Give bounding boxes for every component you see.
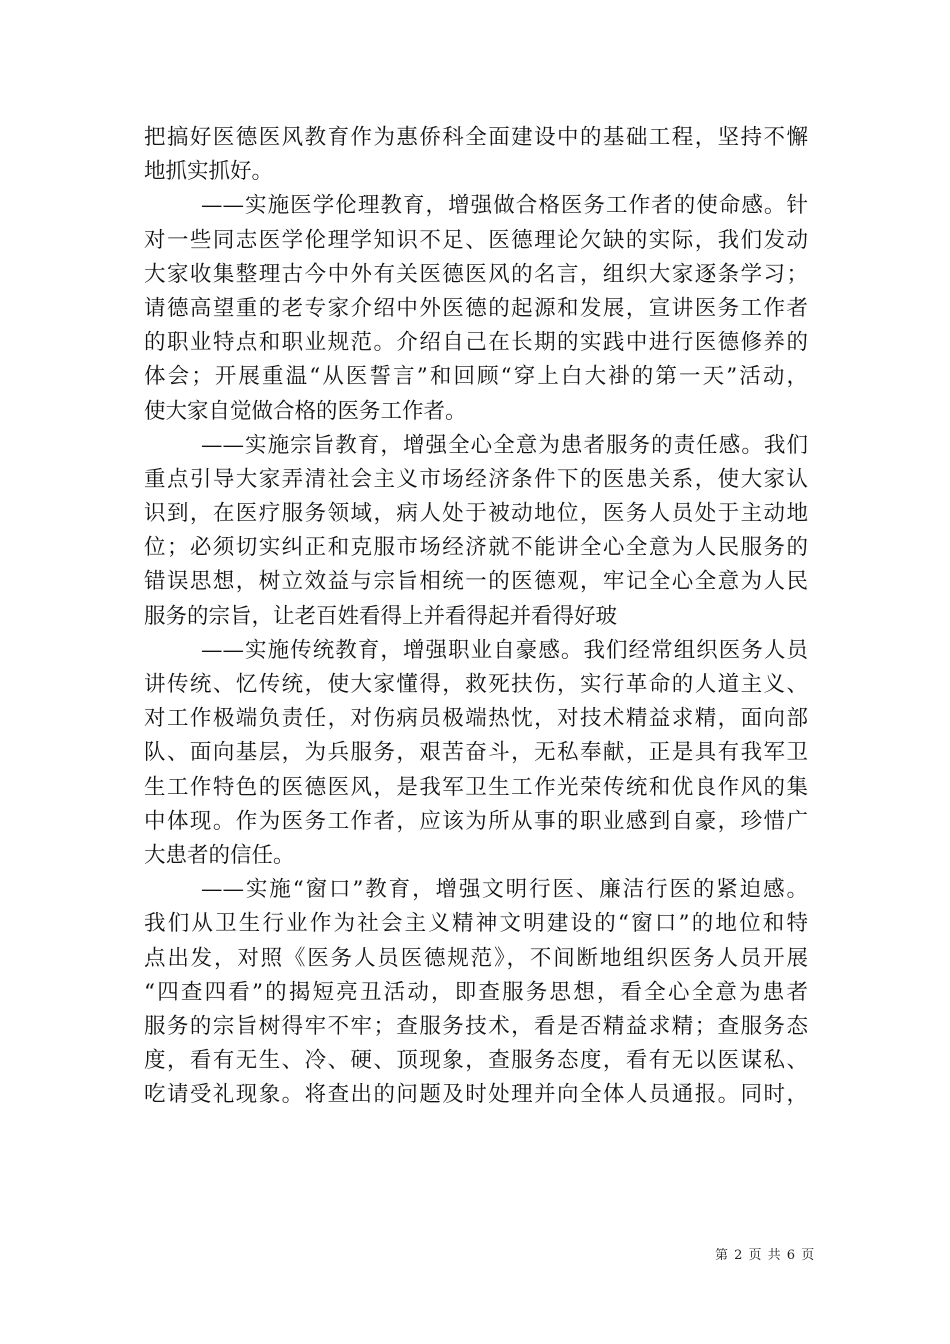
text-line: 识到，在医疗服务领域，病人处于被动地位，医务人员处于主动地 [144, 501, 808, 527]
text-line: “四查四看”的揭短亮丑活动，即查服务思想，看全心全意为患者 [144, 979, 808, 1005]
text-line: 队、面向基层，为兵服务，艰苦奋斗，无私奉献，正是具有我军卫 [144, 740, 808, 766]
paragraph-first-line: ——实施传统教育，增强职业自豪感。我们经常组织医务人员 [201, 637, 808, 663]
text-line: 体会；开展重温“从医誓言”和回顾“穿上白大褂的第一天”活动， [144, 364, 808, 390]
text-line: 讲传统、忆传统，使大家懂得，救死扶伤，实行革命的人道主义、 [144, 672, 808, 697]
text-line: 重点引导大家弄清社会主义市场经济条件下的医患关系，使大家认 [144, 466, 808, 492]
text-line: 点出发，对照《医务人员医德规范》，不间断地组织医务人员开展 [144, 945, 808, 971]
text-line: 对一些同志医学伦理学知识不足、医德理论欠缺的实际，我们发动 [144, 227, 808, 253]
text-line: 大患者的信任。 [144, 842, 295, 868]
text-line: 把搞好医德医风教育作为惠侨科全面建设中的基础工程，坚持不懈 [144, 125, 808, 150]
text-line: 吃请受礼现象。将查出的问题及时处理并向全体人员通报。同时， [144, 1082, 808, 1108]
text-line: 地抓实抓好。 [144, 159, 274, 185]
paragraph-first-line: ——实施“窗口”教育，增强文明行医、廉洁行医的紧迫感。 [201, 877, 808, 903]
text-line: 中体现。作为医务工作者，应该为所从事的职业感到自豪，珍惜广 [144, 808, 808, 834]
text-line: 大家收集整理古今中外有关医德医风的名言，组织大家逐条学习； [144, 261, 808, 287]
text-line: 服务的宗旨树得牢不牢；查服务技术，看是否精益求精；查服务态 [144, 1013, 808, 1039]
text-line: 错误思想，树立效益与宗旨相统一的医德观，牢记全心全意为人民 [144, 569, 808, 595]
text-line: 的职业特点和职业规范。介绍自己在长期的实践中进行医德修养的 [144, 330, 808, 356]
document-body [144, 121, 808, 1112]
text-line: 位；必须切实纠正和克服市场经济就不能讲全心全意为人民服务的 [144, 535, 808, 561]
text-line: 对工作极端负责任，对伤病员极端热忱，对技术精益求精，面向部 [144, 706, 808, 732]
text-line: 我们从卫生行业作为社会主义精神文明建设的“窗口”的地位和特 [144, 911, 808, 937]
page-number-footer: 第 2 页 共 6 页 [715, 1248, 816, 1263]
text-line: 服务的宗旨，让老百姓看得上并看得起并看得好玻 [144, 603, 618, 629]
text-line: 度，看有无生、冷、硬、顶现象，查服务态度，看有无以医谋私、 [144, 1048, 808, 1074]
text-line: 使大家自觉做合格的医务工作者。 [144, 398, 467, 424]
text-line: 生工作特色的医德医风，是我军卫生工作光荣传统和优良作风的集 [144, 774, 808, 800]
paragraph-first-line: ——实施宗旨教育，增强全心全意为患者服务的责任感。我们 [201, 432, 808, 458]
paragraph-first-line: ——实施医学伦理教育，增强做合格医务工作者的使命感。针 [201, 193, 808, 219]
text-line: 请德高望重的老专家介绍中外医德的起源和发展，宣讲医务工作者 [144, 295, 808, 321]
